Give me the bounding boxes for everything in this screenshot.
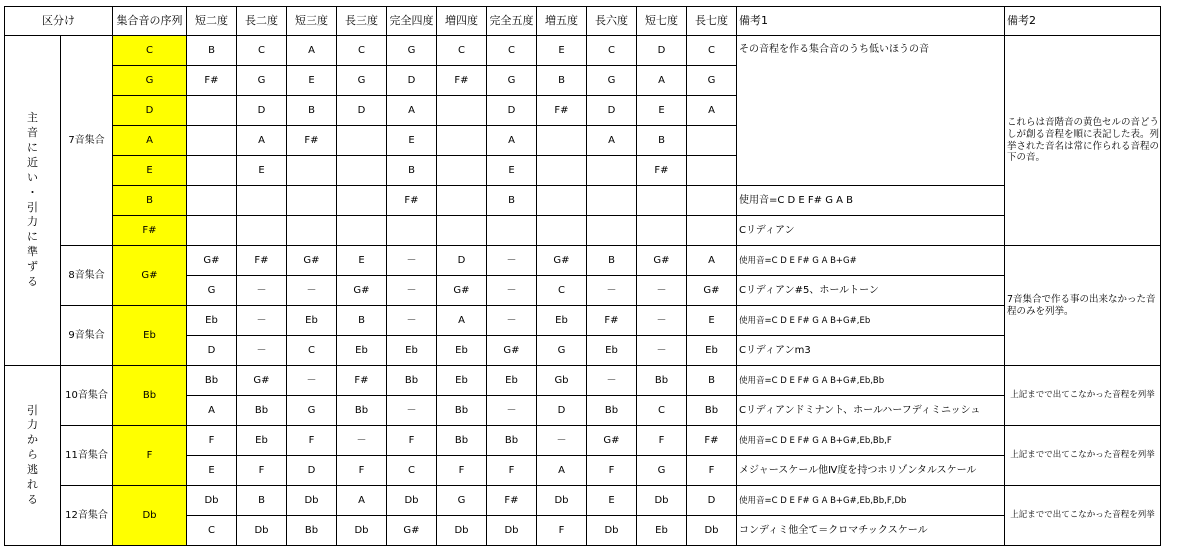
interval-cell: C xyxy=(487,36,537,66)
interval-cell: G# xyxy=(387,516,437,546)
note1-cell: Cリディアン#5、ホールトーン xyxy=(737,276,1005,306)
interval-cell: F xyxy=(237,456,287,486)
interval-cell xyxy=(687,126,737,156)
used-notes-text: 使用音=C D E F# G A B+G# xyxy=(739,255,857,266)
interval-cell: F# xyxy=(587,306,637,336)
interval-cell: D xyxy=(337,96,387,126)
interval-cell: G xyxy=(687,66,737,96)
interval-cell: G xyxy=(387,36,437,66)
interval-cell: － xyxy=(237,336,287,366)
interval-cell: G xyxy=(287,396,337,426)
interval-cell: B xyxy=(637,126,687,156)
sequence-cell: B xyxy=(113,186,187,216)
interval-cell: Eb xyxy=(337,336,387,366)
sequence-cell: G xyxy=(113,66,187,96)
interval-cell: G xyxy=(337,66,387,96)
note2-cell: 上記までで出てこなかった音程を列挙 xyxy=(1005,486,1161,546)
interval-cell: G xyxy=(237,66,287,96)
interval-cell: Bb xyxy=(487,426,537,456)
interval-cell: B xyxy=(287,96,337,126)
interval-cell: Eb xyxy=(437,366,487,396)
header-note1: 備考1 xyxy=(737,7,1005,36)
interval-cell: A xyxy=(337,486,387,516)
interval-cell: － xyxy=(487,396,537,426)
header-sequence: 集合音の序列 xyxy=(113,7,187,36)
interval-cell: F xyxy=(687,456,737,486)
interval-cell: Bb xyxy=(187,366,237,396)
interval-cell xyxy=(187,186,237,216)
interval-cell: B xyxy=(537,66,587,96)
sequence-cell: G# xyxy=(113,246,187,306)
interval-cell: － xyxy=(487,306,537,336)
interval-cell: C xyxy=(387,456,437,486)
interval-cell: D xyxy=(487,96,537,126)
interval-cell: Eb xyxy=(537,306,587,336)
interval-cell xyxy=(387,216,437,246)
header-M2: 長二度 xyxy=(237,7,287,36)
interval-cell: B xyxy=(587,246,637,276)
interval-cell: A xyxy=(487,126,537,156)
interval-cell xyxy=(187,216,237,246)
note1-cell xyxy=(737,246,1005,276)
interval-cell: F xyxy=(437,456,487,486)
interval-cell xyxy=(187,156,237,186)
interval-cell: Eb xyxy=(587,336,637,366)
note2-cell: 上記までで出てこなかった音程を列挙 xyxy=(1005,426,1161,486)
interval-cell xyxy=(587,186,637,216)
set-label-10: 10音集合 xyxy=(61,366,113,426)
interval-cell: E xyxy=(387,126,437,156)
interval-cell: E xyxy=(537,36,587,66)
interval-cell: C xyxy=(637,396,687,426)
interval-cell: － xyxy=(637,306,687,336)
interval-cell xyxy=(437,156,487,186)
interval-cell: A xyxy=(537,456,587,486)
interval-cell: F xyxy=(537,516,587,546)
interval-cell: F xyxy=(387,426,437,456)
interval-cell: Db xyxy=(237,516,287,546)
interval-cell: F# xyxy=(337,366,387,396)
interval-cell: G# xyxy=(487,336,537,366)
interval-cell: F# xyxy=(487,486,537,516)
interval-cell: F xyxy=(287,426,337,456)
header-M3: 長三度 xyxy=(337,7,387,36)
interval-cell: G# xyxy=(337,276,387,306)
interval-cell xyxy=(187,126,237,156)
used-notes-text: 使用音=C D E F# G A B+G#,Eb,Bb,F xyxy=(739,435,892,446)
interval-cell: A xyxy=(287,36,337,66)
sequence-cell: F xyxy=(113,426,187,486)
table-row xyxy=(5,246,1161,276)
set-label-12: 12音集合 xyxy=(61,486,113,546)
header-category: 区分け xyxy=(5,7,113,36)
interval-cell: G xyxy=(587,66,637,96)
interval-cell: G# xyxy=(187,246,237,276)
interval-cell: B xyxy=(487,186,537,216)
header-m7: 短七度 xyxy=(637,7,687,36)
interval-cell: G# xyxy=(437,276,487,306)
interval-cell: Bb xyxy=(437,396,487,426)
interval-cell: E xyxy=(687,306,737,336)
interval-cell: Eb xyxy=(487,366,537,396)
interval-cell xyxy=(337,126,387,156)
interval-cell: Db xyxy=(187,486,237,516)
interval-cell: G xyxy=(537,336,587,366)
sequence-cell: Eb xyxy=(113,306,187,366)
interval-cell: G xyxy=(487,66,537,96)
interval-cell: Bb xyxy=(387,366,437,396)
interval-cell xyxy=(687,186,737,216)
interval-cell xyxy=(437,186,487,216)
interval-cell xyxy=(287,216,337,246)
interval-cell xyxy=(237,186,287,216)
interval-cell: Db xyxy=(537,486,587,516)
used-notes-text: 使用音=C D E F# G A B+G#,Eb,Bb,F,Db xyxy=(739,495,907,506)
header-M7: 長七度 xyxy=(687,7,737,36)
sequence-cell: Bb xyxy=(113,366,187,426)
interval-cell xyxy=(437,96,487,126)
table-row xyxy=(5,186,1161,216)
interval-cell: － xyxy=(587,276,637,306)
interval-cell: E xyxy=(287,66,337,96)
interval-cell: Eb xyxy=(437,336,487,366)
interval-cell: － xyxy=(237,306,287,336)
note1-cell: その音程を作る集合音のうち低いほうの音 xyxy=(737,36,1005,186)
header-A4: 増四度 xyxy=(437,7,487,36)
interval-cell xyxy=(587,156,637,186)
interval-cell: F xyxy=(187,426,237,456)
interval-cell xyxy=(337,186,387,216)
interval-cell xyxy=(437,126,487,156)
interval-cell: － xyxy=(487,246,537,276)
interval-cell: F# xyxy=(537,96,587,126)
set-label-11: 11音集合 xyxy=(61,426,113,486)
note1-cell: Cリディアンドミナント、ホールハーフディミニッシュ xyxy=(737,396,1005,426)
interval-cell: E xyxy=(337,246,387,276)
set-label-7: 7音集合 xyxy=(61,36,113,246)
interval-cell: Eb xyxy=(287,306,337,336)
note2-cell: 上記までで出てこなかった音程を列挙 xyxy=(1005,366,1161,426)
interval-cell: E xyxy=(587,486,637,516)
note1-cell: Cリディアン xyxy=(737,216,1005,246)
interval-cell: Db xyxy=(587,516,637,546)
interval-cell: F# xyxy=(637,156,687,186)
interval-cell: － xyxy=(287,276,337,306)
interval-cell: － xyxy=(387,276,437,306)
interval-cell: E xyxy=(487,156,537,186)
interval-cell: E xyxy=(637,96,687,126)
interval-cell: － xyxy=(587,366,637,396)
interval-cell: F# xyxy=(287,126,337,156)
header-M6: 長六度 xyxy=(587,7,637,36)
interval-cell: C xyxy=(437,36,487,66)
interval-cell xyxy=(437,216,487,246)
interval-cell: － xyxy=(337,426,387,456)
interval-cell: Eb xyxy=(637,516,687,546)
interval-cell: D xyxy=(637,36,687,66)
interval-cell: D xyxy=(387,66,437,96)
interval-cell: F xyxy=(587,456,637,486)
interval-cell xyxy=(287,156,337,186)
interval-cell xyxy=(537,126,587,156)
interval-cell: Db xyxy=(687,516,737,546)
interval-cell: B xyxy=(237,486,287,516)
interval-cell: D xyxy=(437,246,487,276)
interval-cell: B xyxy=(337,306,387,336)
set-label-9: 9音集合 xyxy=(61,306,113,366)
interval-cell: Eb xyxy=(387,336,437,366)
table-row xyxy=(5,426,1161,456)
interval-cell: F# xyxy=(437,66,487,96)
interval-cell xyxy=(237,216,287,246)
interval-cell: D xyxy=(587,96,637,126)
interval-cell: E xyxy=(237,156,287,186)
used-notes-text: 使用音=C D E F# G A B+G#,Eb xyxy=(739,315,871,326)
interval-cell: Bb xyxy=(637,366,687,396)
interval-cell: A xyxy=(437,306,487,336)
interval-cell: G# xyxy=(287,246,337,276)
interval-cell: Bb xyxy=(337,396,387,426)
interval-cell: Eb xyxy=(187,306,237,336)
note1-cell xyxy=(737,366,1005,396)
note1-cell xyxy=(737,426,1005,456)
note1-cell: Cリディアンm3 xyxy=(737,336,1005,366)
sequence-cell: D xyxy=(113,96,187,126)
interval-cell xyxy=(337,156,387,186)
interval-cell: A xyxy=(587,126,637,156)
note1-cell: 使用音=C D E F# G A B xyxy=(737,186,1005,216)
interval-cell: G xyxy=(637,456,687,486)
interval-cell: － xyxy=(487,276,537,306)
header-m3: 短三度 xyxy=(287,7,337,36)
interval-cell: － xyxy=(387,246,437,276)
interval-cell: F# xyxy=(387,186,437,216)
interval-cell: C xyxy=(337,36,387,66)
sequence-cell: C xyxy=(113,36,187,66)
interval-cell: G# xyxy=(537,246,587,276)
interval-cell: Bb xyxy=(437,426,487,456)
interval-cell: A xyxy=(187,396,237,426)
note2-cell: 7音集合で作る事の出来なかった音程のみを列挙。 xyxy=(1005,246,1161,366)
interval-cell: A xyxy=(687,96,737,126)
used-notes-text: 使用音=C D E F# G A B+G#,Eb,Bb xyxy=(739,375,885,386)
interval-cell xyxy=(637,186,687,216)
interval-cell: Gb xyxy=(537,366,587,396)
interval-cell xyxy=(187,96,237,126)
interval-cell: Eb xyxy=(687,336,737,366)
header-P5: 完全五度 xyxy=(487,7,537,36)
interval-cell: A xyxy=(387,96,437,126)
interval-cell: D xyxy=(187,336,237,366)
interval-cell: C xyxy=(687,36,737,66)
interval-cell xyxy=(687,156,737,186)
header-m2: 短二度 xyxy=(187,7,237,36)
interval-cell: Bb xyxy=(237,396,287,426)
interval-cell: Db xyxy=(287,486,337,516)
interval-cell: B xyxy=(187,36,237,66)
interval-cell: Db xyxy=(487,516,537,546)
interval-cell: G xyxy=(437,486,487,516)
interval-cell: － xyxy=(637,276,687,306)
interval-cell xyxy=(287,186,337,216)
interval-cell: － xyxy=(387,396,437,426)
interval-table xyxy=(4,6,1161,546)
interval-cell: C xyxy=(537,276,587,306)
interval-cell: E xyxy=(187,456,237,486)
interval-cell: F# xyxy=(187,66,237,96)
header-A5: 増五度 xyxy=(537,7,587,36)
interval-cell: F# xyxy=(237,246,287,276)
interval-cell xyxy=(537,216,587,246)
interval-cell xyxy=(637,216,687,246)
interval-cell: － xyxy=(387,306,437,336)
interval-cell: Bb xyxy=(287,516,337,546)
interval-cell: D xyxy=(237,96,287,126)
set-label-8: 8音集合 xyxy=(61,246,113,306)
interval-cell: D xyxy=(537,396,587,426)
interval-cell: C xyxy=(187,516,237,546)
interval-cell: A xyxy=(687,246,737,276)
interval-cell: G# xyxy=(237,366,287,396)
interval-cell: Db xyxy=(437,516,487,546)
interval-cell xyxy=(487,216,537,246)
sequence-cell: E xyxy=(113,156,187,186)
interval-cell: Db xyxy=(637,486,687,516)
interval-cell: F xyxy=(337,456,387,486)
interval-cell: G xyxy=(187,276,237,306)
header-note2: 備考2 xyxy=(1005,7,1161,36)
interval-cell: G# xyxy=(587,426,637,456)
interval-cell: C xyxy=(237,36,287,66)
interval-cell: Db xyxy=(337,516,387,546)
table-row xyxy=(5,366,1161,396)
interval-cell: D xyxy=(687,486,737,516)
interval-cell: － xyxy=(637,336,687,366)
interval-cell: G# xyxy=(687,276,737,306)
interval-cell xyxy=(337,216,387,246)
header-row xyxy=(5,7,1161,36)
interval-cell: B xyxy=(687,366,737,396)
header-P4: 完全四度 xyxy=(387,7,437,36)
interval-cell: － xyxy=(237,276,287,306)
interval-cell xyxy=(537,156,587,186)
note1-cell: コンディミ他全て＝クロマチックスケール xyxy=(737,516,1005,546)
interval-cell: B xyxy=(387,156,437,186)
interval-cell: C xyxy=(287,336,337,366)
interval-cell xyxy=(587,216,637,246)
interval-cell: A xyxy=(637,66,687,96)
table-row xyxy=(5,306,1161,336)
note2-cell: これらは音階音の黄色セルの音どうしが創る音程を順に表記した表。列挙された音名は常に作られる音程の下の音。 xyxy=(1005,36,1161,246)
sequence-cell: F# xyxy=(113,216,187,246)
group-label-escape: 引 力 か ら 逃 れ る xyxy=(5,366,61,546)
interval-cell: F# xyxy=(687,426,737,456)
interval-cell: － xyxy=(537,426,587,456)
note1-cell: メジャースケール他Ⅳ度を持つホリゾンタルスケール xyxy=(737,456,1005,486)
interval-cell: Eb xyxy=(237,426,287,456)
interval-cell: Bb xyxy=(687,396,737,426)
interval-cell: Bb xyxy=(587,396,637,426)
interval-cell: F xyxy=(637,426,687,456)
interval-cell: D xyxy=(287,456,337,486)
note1-cell xyxy=(737,306,1005,336)
interval-cell xyxy=(537,186,587,216)
interval-cell: G# xyxy=(637,246,687,276)
table-row xyxy=(5,216,1161,246)
interval-cell: F xyxy=(487,456,537,486)
interval-cell: － xyxy=(287,366,337,396)
table-row xyxy=(5,36,1161,66)
sequence-cell: Db xyxy=(113,486,187,546)
group-label-near-tonic: 主 音 に 近 い ・ 引 力 に 準 ず る xyxy=(5,36,61,366)
sequence-cell: A xyxy=(113,126,187,156)
interval-cell: Db xyxy=(387,486,437,516)
interval-cell: C xyxy=(587,36,637,66)
interval-cell: A xyxy=(237,126,287,156)
interval-cell xyxy=(687,216,737,246)
